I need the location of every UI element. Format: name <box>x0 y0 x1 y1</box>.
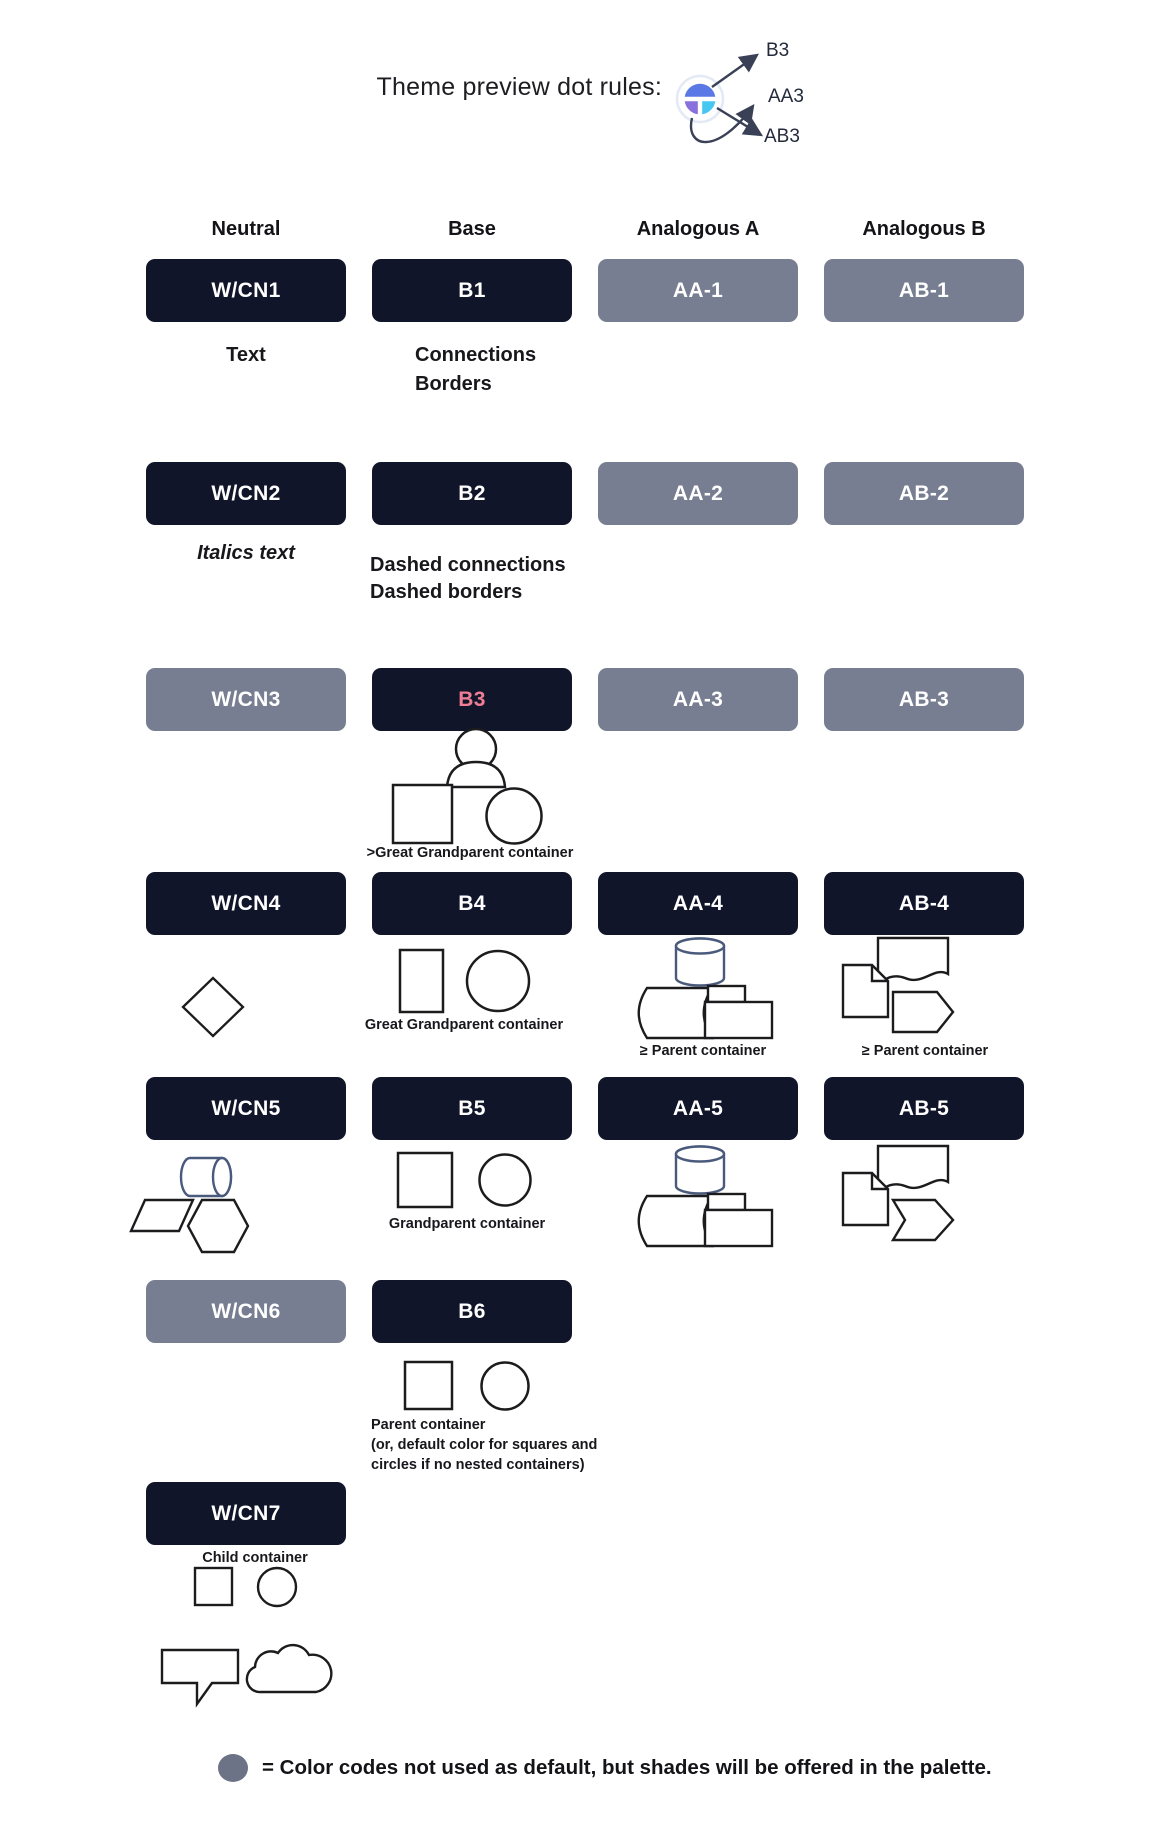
swatch-aa1[interactable]: AA-1 <box>598 259 798 322</box>
ab4-shape-cluster <box>835 932 960 1036</box>
wavy-document-shape <box>878 1146 948 1192</box>
square-shape <box>405 1362 452 1409</box>
caption-italics-text: Italics text <box>197 542 295 564</box>
swatch-b6[interactable]: B6 <box>372 1280 572 1343</box>
document-shape <box>843 965 888 1017</box>
chevron-shape <box>893 1200 953 1240</box>
swatch-wcn1[interactable]: W/CN1 <box>146 259 346 322</box>
square-shape <box>400 950 443 1012</box>
swatch-b5[interactable]: B5 <box>372 1077 572 1140</box>
caption-parent-line1: Parent container <box>371 1417 486 1433</box>
caption-borders: Borders <box>415 373 492 395</box>
horizontal-cylinder-cap-icon <box>213 1158 231 1196</box>
swatch-wcn6[interactable]: W/CN6 <box>146 1280 346 1343</box>
caption-great-grandparent: Great Grandparent container <box>364 1017 564 1033</box>
caption-parent-line2: (or, default color for squares and <box>371 1437 598 1453</box>
swatch-b4[interactable]: B4 <box>372 872 572 935</box>
page-title: Theme preview dot rules: <box>376 73 662 101</box>
swatch-wcn5[interactable]: W/CN5 <box>146 1077 346 1140</box>
cylinder-top-icon <box>676 1147 724 1162</box>
swatch-aa2[interactable]: AA-2 <box>598 462 798 525</box>
swatch-ab4[interactable]: AB-4 <box>824 872 1024 935</box>
arrow-pentagon-shape <box>893 992 953 1032</box>
swatch-wcn7[interactable]: W/CN7 <box>146 1482 346 1545</box>
circle-shape <box>467 951 529 1011</box>
swatch-ab2[interactable]: AB-2 <box>824 462 1024 525</box>
diamond-shape <box>183 978 243 1036</box>
circle-shape <box>487 789 542 844</box>
column-header-analogous-a: Analogous A <box>636 218 760 240</box>
person-shoulders-icon <box>447 762 505 787</box>
column-header-neutral: Neutral <box>211 218 281 240</box>
square-shape <box>398 1153 452 1207</box>
swatch-b3[interactable]: B3 <box>372 668 572 731</box>
arrow-to-b3 <box>712 55 757 87</box>
ab5-shape-cluster <box>835 1140 960 1244</box>
caption-text: Text <box>226 344 266 366</box>
cloud-shape <box>247 1645 331 1692</box>
caption-parent-line3: circles if no nested containers) <box>371 1457 585 1473</box>
column-header-analogous-b: Analogous B <box>862 218 986 240</box>
swatch-b2[interactable]: B2 <box>372 462 572 525</box>
circle-shape <box>258 1568 296 1606</box>
circle-shape <box>482 1363 529 1410</box>
caption-connections: Connections <box>415 344 537 366</box>
stored-data-shape <box>639 1196 712 1246</box>
legend-text: = Color codes not used as default, but shades will be offered in the palette. <box>262 1756 992 1779</box>
wcn7-shape-cluster <box>190 1564 300 1610</box>
dot-label-ab3: AB3 <box>764 126 800 147</box>
caption-ge-parent-ab: ≥ Parent container <box>861 1043 989 1059</box>
caption-grandparent: Grandparent container <box>388 1216 546 1232</box>
swatch-aa4[interactable]: AA-4 <box>598 872 798 935</box>
hexagon-shape <box>188 1200 248 1252</box>
b4-shape-cluster <box>395 947 535 1017</box>
square-shape <box>195 1568 232 1605</box>
swatch-wcn3[interactable]: W/CN3 <box>146 668 346 731</box>
column-header-base: Base <box>448 218 496 240</box>
swatch-wcn4[interactable]: W/CN4 <box>146 872 346 935</box>
square-shape <box>393 785 452 843</box>
wcn4-shape-cluster <box>180 975 250 1040</box>
dot-label-aa3: AA3 <box>768 86 804 107</box>
frame-rect-shape <box>705 1210 772 1246</box>
aa4-shape-cluster <box>625 932 775 1040</box>
wcn7-secondary-shape-cluster <box>155 1640 335 1708</box>
dot-label-b3: B3 <box>766 40 790 61</box>
cylinder-top-icon <box>676 939 724 954</box>
aa5-shape-cluster <box>625 1140 775 1248</box>
swatch-ab5[interactable]: AB-5 <box>824 1077 1024 1140</box>
caption-dashed-borders: Dashed borders <box>370 581 523 603</box>
swatch-b1[interactable]: B1 <box>372 259 572 322</box>
swatch-ab1[interactable]: AB-1 <box>824 259 1024 322</box>
swatch-aa3[interactable]: AA-3 <box>598 668 798 731</box>
b5-shape-cluster <box>393 1150 533 1212</box>
b6-shape-cluster <box>400 1358 535 1414</box>
frame-tab-shape <box>708 986 745 1002</box>
speech-bubble-shape <box>162 1650 238 1704</box>
legend-gray-dot <box>218 1754 248 1782</box>
caption-gt-great-grandparent: >Great Grandparent container <box>366 845 574 861</box>
frame-rect-shape <box>705 1002 772 1038</box>
swatch-ab3[interactable]: AB-3 <box>824 668 1024 731</box>
wcn5-shape-cluster <box>125 1152 255 1257</box>
document-shape <box>843 1173 888 1225</box>
caption-dashed-connections: Dashed connections <box>370 554 566 576</box>
swatch-wcn2[interactable]: W/CN2 <box>146 462 346 525</box>
parallelogram-shape <box>131 1200 193 1231</box>
stored-data-shape <box>639 988 712 1038</box>
swatch-aa5[interactable]: AA-5 <box>598 1077 798 1140</box>
wavy-document-shape <box>878 938 948 984</box>
caption-ge-parent-aa: ≥ Parent container <box>639 1043 767 1059</box>
circle-shape <box>480 1155 531 1206</box>
caption-child: Child container <box>202 1550 308 1566</box>
frame-tab-shape <box>708 1194 745 1210</box>
